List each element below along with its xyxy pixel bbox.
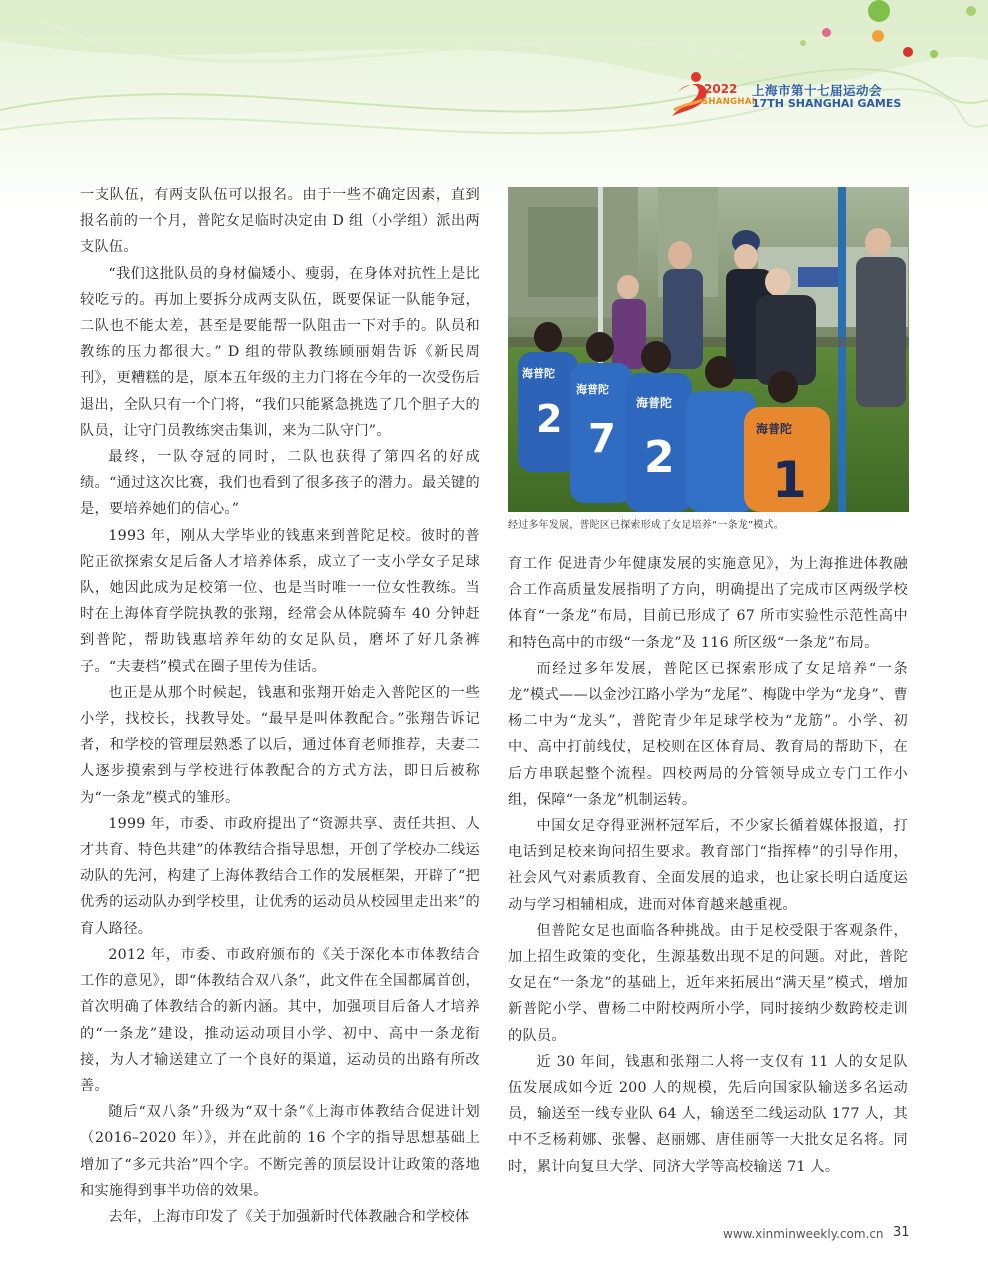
decor-dot-orange — [872, 30, 884, 42]
logo-city: SHANGHAI — [702, 97, 756, 107]
jersey-number: 2 — [536, 397, 563, 441]
paragraph: 随后“双八条”升级为“双十条”《上海市体教结合促进计划（2016–2020 年）》，并在此前的 16 个字的指导思想基础上增加了“多元共治”四个字。不断完善的顶层设计让政策的落地和实施得到事半功倍的效果。 — [80, 1104, 480, 1199]
jersey-number: 2 — [644, 432, 675, 483]
right-text-column — [508, 551, 908, 1180]
decor-dot-pink — [822, 28, 831, 37]
team-photo — [508, 187, 909, 512]
shanghai-games-logo — [668, 70, 928, 120]
jersey-text: 海普陀 — [522, 367, 555, 380]
paragraph: 1999 年，市委、市政府提出了“资源共享、责任共担、人才共育、特色共建”的体教结合指导思想，开创了学校办二线运动队的先河，构建了上海体教结合工作的发展框架，开辟了“把优秀的运动队办到学校里，让优秀的运动员从校园里走出来”的育人路径。 — [80, 815, 480, 937]
logo-year: 2022 — [704, 82, 738, 96]
jersey-number: 1 — [772, 451, 807, 509]
decor-dot-green — [868, 0, 890, 22]
decor-dot-small-green — [966, 6, 976, 16]
paragraph: 中国女足夺得亚洲杯冠军后，不少家长循着媒体报道，打电话到足校来询问招生要求。教育部门“指挥棒”的引导作用，社会风气对素质教育、全面发展的追求，也让家长明白适度运动与学习相辅相成，进而对体育越来越重视。 — [508, 818, 908, 913]
jersey-text: 海普陀 — [576, 383, 609, 396]
jersey-text: 海普陀 — [636, 396, 673, 410]
logo-title-en: 17TH SHANGHAI GAMES — [752, 97, 902, 110]
left-text-column — [80, 182, 480, 1230]
paragraph: 也正是从那个时候起，钱惠和张翔开始走入普陀区的一些小学，找校长，找教导处。“最早是叫体教配合。”张翔告诉记者，和学校的管理层熟悉了以后，通过体育老师推荐，夫妻二人逐步摸索到与学校进行体教配合的方式方法，即日后被称为“一条龙”模式的雏形。 — [80, 684, 480, 806]
paragraph: 去年，上海市印发了《关于加强新时代体教融合和学校体 — [108, 1208, 470, 1225]
paragraph: 2012 年，市委、市政府颁布的《关于深化本市体教结合工作的意见》，即“体教结合双八条”，此文件在全国都属首创，首次明确了体教结合的新内涵。其中，加强项目后备人才培养的“一条龙”建设，推动运动项目小学、初中、高中一条龙衔接，为人才输送建立了一个良好的渠道，运动员的出路有所改善。 — [80, 946, 480, 1094]
decor-dot-red — [903, 47, 913, 57]
paragraph: “我们这批队员的身材偏矮小、瘦弱，在身体对抗性上是比较吃亏的。再加上要拆分成两支队伍，既要保证一队能争冠，二队也不能太差，甚至是要能帮一队阻击一下对手的。队员和教练的压力都很大。” D 组的带队教练顾丽娟告诉《新民周刊》，更糟糕的是，原本五年级的主力门将在今年的一次受伤后退出，全队只有一个门将，“我们只能紧急挑选了几个胆子大的队员，让守门员教练突击集训，来为二队守门”。 — [80, 265, 480, 439]
footer-url: www.xinminweekly.com.cn — [723, 1227, 884, 1241]
paragraph: 1993 年，刚从大学毕业的钱惠来到普陀足校。彼时的普陀正欲探索女足后备人才培养体系，成立了一支小学女子足球队，她因此成为足校第一位、也是当时唯一一位女性教练。当时在上海体育学院执教的张翔，经常会从体院骑车 40 分钟赶到普陀，帮助钱惠培养年幼的女足队员，磨坏了好几条裤子。“夫妻档”模式在圈子里传为佳话。 — [80, 527, 480, 675]
paragraph: 而经过多年发展，普陀区已探索形成了女足培养“一条龙”模式——以金沙江路小学为“龙尾”、梅陇中学为“龙身”、曹杨二中为“龙头”，普陀青少年足球学校为“龙筋”。小学、初中、高中打前线仗，足校则在区体育局、教育局的帮助下，在后方串联起整个流程。四校两局的分管领导成立专门工作小组，保障“一条龙”机制运转。 — [508, 660, 908, 808]
photo-caption: 经过多年发展，普陀区已探索形成了女足培养“一条龙”模式。 — [508, 520, 784, 531]
decor-dot-olive — [800, 40, 806, 46]
page-number: 31 — [893, 1225, 910, 1240]
jersey-text: 海普陀 — [756, 422, 793, 436]
team-photo-illustration — [508, 187, 909, 512]
paragraph: 近 30 年间，钱惠和张翔二人将一支仅有 11 人的女足队伍发展成如今近 200 人的规模，先后向国家队输送多名运动员，输送至一线专业队 64 人，输送至二线运动队 177 人，其中不乏杨莉娜、张馨、赵丽娜、唐佳丽等一大批女足名将。同时，累计向复旦大学、同济大学等高校输送 71 人。 — [508, 1053, 908, 1175]
decor-dot-lightgreen — [930, 50, 938, 58]
paragraph: 育工作 促进青少年健康发展的实施意见》，为上海推进体教融合工作高质量发展指明了方向，明确提出了完成市区两级学校体育“一条龙”布局，目前已形成了 67 所市实验性示范性高中和特色高中的市级“一条龙”及 116 所区级“一条龙”布局。 — [508, 556, 908, 651]
paragraph: 但普陀女足也面临各种挑战。由于足校受限于客观条件，加上招生政策的变化，生源基数出现不足的问题。对此，普陀女足在“一条龙”的基础上，近年来拓展出“满天星”模式，增加新普陀小学、曹杨二中附校两所小学，同时接纳少数跨校走训的队员。 — [508, 922, 908, 1044]
logo-title-cn: 上海市第十七届运动会 — [752, 83, 883, 98]
paragraph: 最终，一队夺冠的同时，二队也获得了第四名的好成绩。“通过这次比赛，我们也看到了很多孩子的潜力。最关键的是，要培养她们的信心。” — [80, 449, 480, 518]
jersey-number: 7 — [588, 416, 616, 462]
paragraph: 一支队伍，有两支队伍可以报名。由于一些不确定因素，直到报名前的一个月，普陀女足临时决定由 D 组（小学组）派出两支队伍。 — [80, 187, 480, 256]
